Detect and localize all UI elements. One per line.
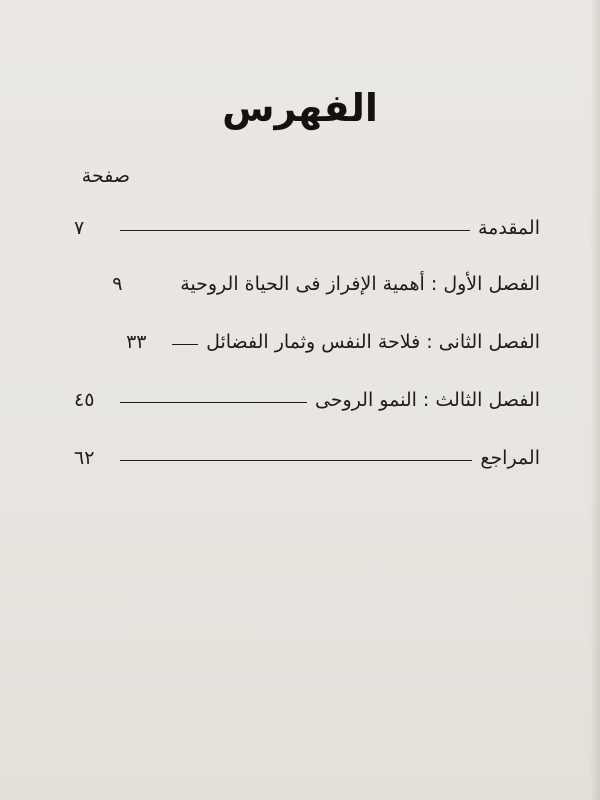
toc-leader-line xyxy=(120,460,472,461)
toc-entry-chapter-1 xyxy=(74,268,540,300)
toc-entry-page: ٧ xyxy=(74,217,85,239)
toc-entry-chapter-2 xyxy=(74,326,540,358)
page-column-label: صفحة xyxy=(81,165,130,187)
toc-entry-references xyxy=(74,442,540,474)
toc-leader-line xyxy=(120,402,307,403)
toc-entry-title: المقدمة xyxy=(477,217,540,239)
toc-leader-line xyxy=(172,344,198,345)
toc-entry-title: الفصل الأول : أهمية الإفراز فى الحياة الروحية xyxy=(180,273,540,295)
toc-entry-title: الفصل الثانى : فلاحة النفس وثمار الفضائل xyxy=(206,331,540,353)
toc-entry-page: ٩ xyxy=(112,273,123,295)
toc-entry-page: ٣٣ xyxy=(126,331,147,353)
page-title: الفهرس xyxy=(222,86,378,130)
toc-entry-page: ٤٥ xyxy=(74,389,95,411)
toc-entry-chapter-3 xyxy=(74,384,540,416)
toc-leader-line xyxy=(120,230,470,231)
toc-entry-title: المراجع xyxy=(480,447,540,469)
toc-entry-title: الفصل الثالث : النمو الروحى xyxy=(314,389,540,411)
toc-entry-page: ٦٢ xyxy=(74,447,95,469)
toc-entry-introduction xyxy=(74,212,540,244)
